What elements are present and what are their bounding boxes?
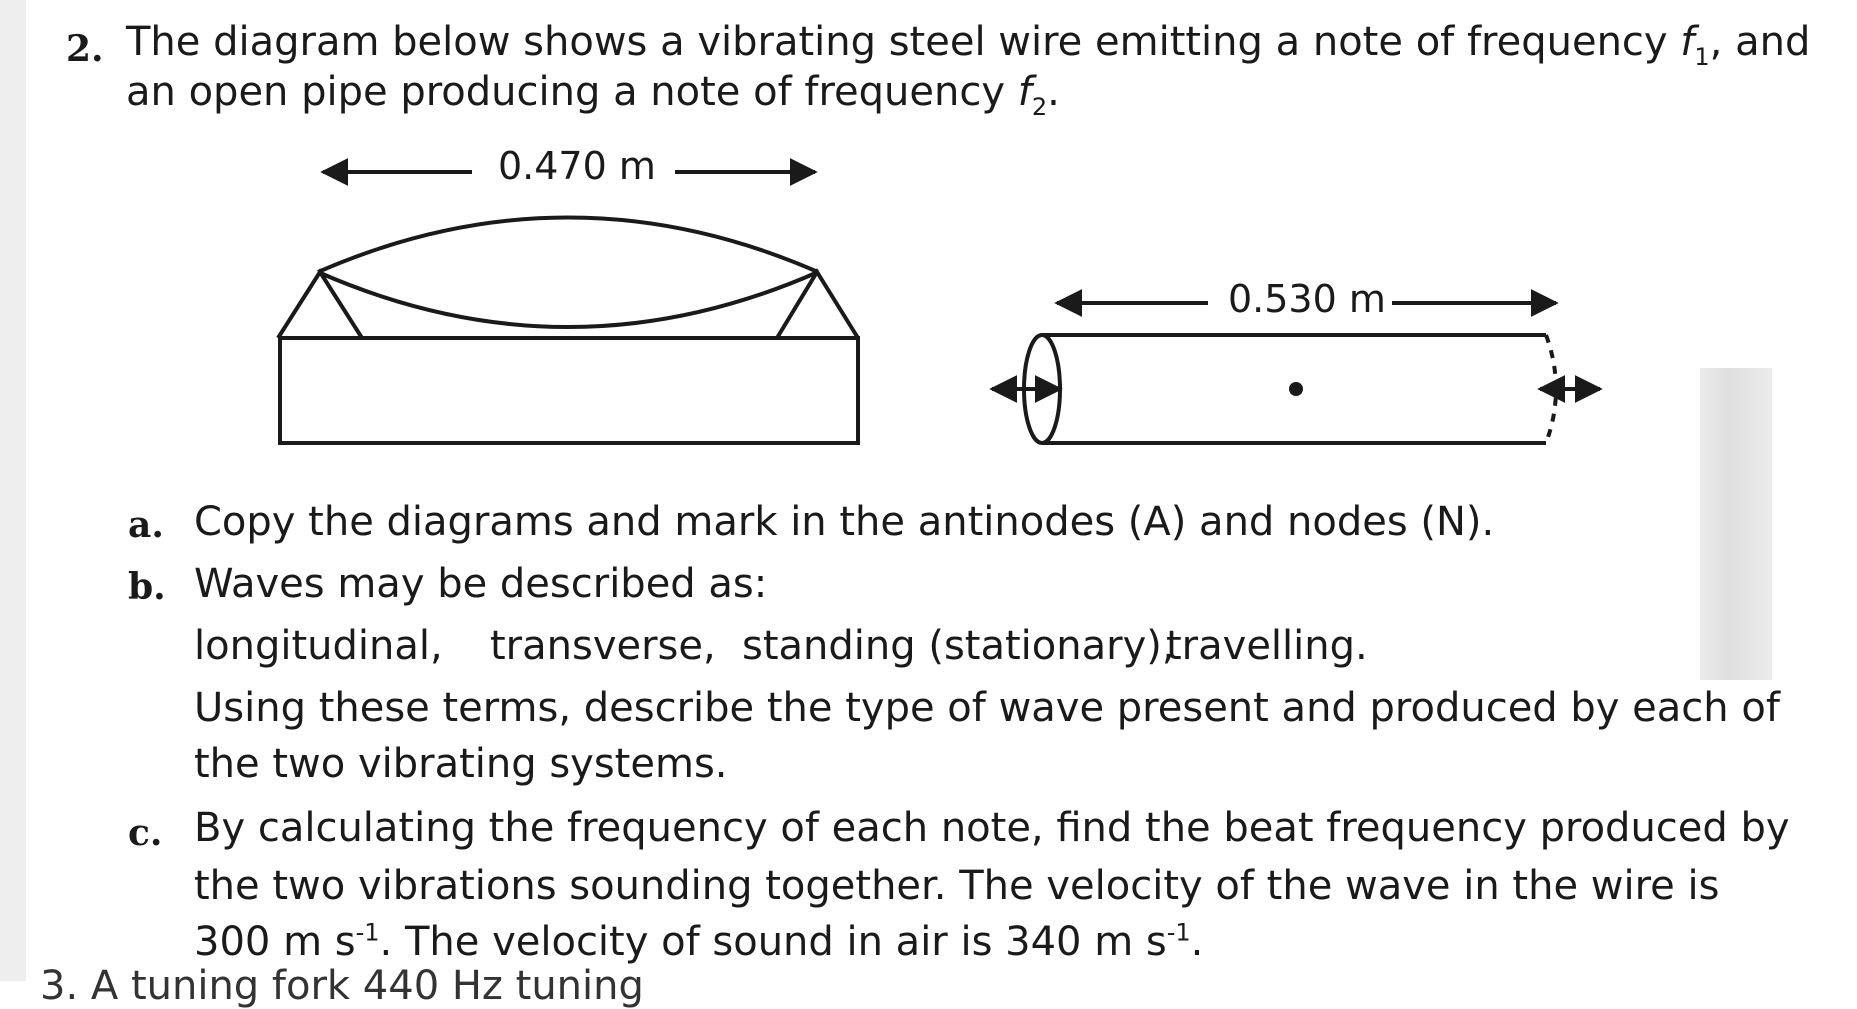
sonometer-box [280,338,858,443]
part-b-text: Waves may be described as: [194,561,768,607]
part-c-line-2: the two vibrations sounding together. The velocity of the wave in the wire is [194,863,1720,909]
question-number: 2. [66,28,104,70]
part-c-line-3: 300 m $s^{-1}$. The velocity of sound in air is 340 m $s^{-1}$. [194,918,1204,965]
question-stem-line-1: The diagram below shows a vibrating steel wire emitting a note of frequency $f_1$, and [126,19,1811,71]
pipe-length-label: 0.530 m [1222,277,1392,323]
wire-envelope-upper [318,218,818,273]
part-c-line-1: By calculating the frequency of each note, find the beat frequency produced by [194,805,1790,851]
part-b-label: b. [128,566,166,608]
wave-term-longitudinal: longitudinal, [194,623,443,669]
wave-term-standing: standing (stationary), [742,623,1175,669]
wave-term-travelling: travelling. [1166,623,1368,669]
wire-length-label: 0.470 m [492,144,662,190]
left-bridge [278,272,362,338]
part-c-label: c. [128,812,163,854]
pipe-center-dot [1289,382,1303,396]
part-b-line-3: the two vibrating systems. [194,741,728,787]
wave-term-transverse: transverse, [490,623,716,669]
part-a-text: Copy the diagrams and mark in the antinodes (A) and nodes (N). [194,499,1495,545]
part-b-line-2: Using these terms, describe the type of wave present and produced by each of [194,685,1780,731]
next-question-cut-off: 3. A tuning fork 440 Hz tuning [40,963,644,1009]
part-a-label: a. [128,504,164,546]
wire-envelope-lower [318,272,818,327]
question-stem-line-2: an open pipe producing a note of frequency $f_2$. [126,69,1060,121]
